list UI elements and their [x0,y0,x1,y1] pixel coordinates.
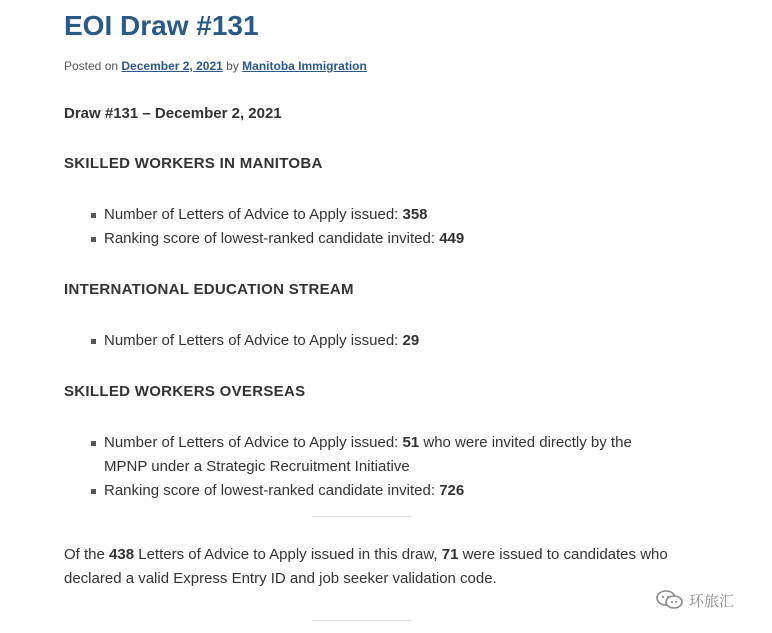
draw-heading: Draw #131 – December 2, 2021 [64,105,282,122]
item-value: 358 [402,206,428,223]
wechat-icon [655,589,685,611]
list-item [104,431,664,479]
summary-count: 71 [441,546,459,563]
item-text: Number of Letters of Advice to Apply issued: [104,434,403,451]
list-item [104,203,664,227]
section-title-skilled-workers-overseas: SKILLED WORKERS OVERSEAS [64,383,306,400]
divider-bottom [312,620,412,621]
item-text: Number of Letters of Advice to Apply issued: [104,206,403,223]
by-label: by [226,59,239,73]
summary-text-1: Of the [64,546,110,563]
list-item [104,227,664,251]
item-value: 29 [402,332,420,349]
item-text: Ranking score of lowest-ranked candidate invited: [104,482,440,499]
post-date-link[interactable]: December 2, 2021 [121,59,223,73]
square-bullet-icon [91,441,96,446]
square-bullet-icon [91,489,96,494]
item-text: Number of Letters of Advice to Apply issued: [104,332,403,349]
post-title-link[interactable]: EOI Draw #131 [64,10,259,41]
item-value: 51 [402,434,420,451]
posted-on-label: Posted on [64,59,119,73]
section-list-skilled-workers-manitoba [64,203,664,251]
summary-paragraph [64,543,704,591]
section-list-skilled-workers-overseas [64,431,664,503]
post-article [64,0,724,503]
square-bullet-icon [91,339,96,344]
item-suffix: who were invited directly by the MPNP under a Strategic Recruitment Initiative [104,434,632,475]
square-bullet-icon [91,213,96,218]
square-bullet-icon [91,237,96,242]
summary-text-2: Letters of Advice to Apply issued in this draw, [134,546,442,563]
item-text: Ranking score of lowest-ranked candidate invited: [104,230,440,247]
section-title-skilled-workers-manitoba: SKILLED WORKERS IN MANITOBA [64,155,323,172]
summary-text-3: were issued to candidates who declared a valid Express Entry ID and job seeker validation code. [64,546,668,587]
summary-total: 438 [109,546,135,563]
item-value: 449 [439,230,465,247]
divider-top [312,516,412,517]
section-title-international-education: INTERNATIONAL EDUCATION STREAM [64,281,354,298]
item-value: 726 [439,482,465,499]
post-meta [64,58,724,74]
list-item [104,479,664,503]
watermark-text: 环旅汇 [689,592,735,610]
section-list-international-education [64,329,664,353]
list-item [104,329,664,353]
author-link[interactable]: Manitoba Immigration [242,59,367,73]
watermark [655,588,734,612]
